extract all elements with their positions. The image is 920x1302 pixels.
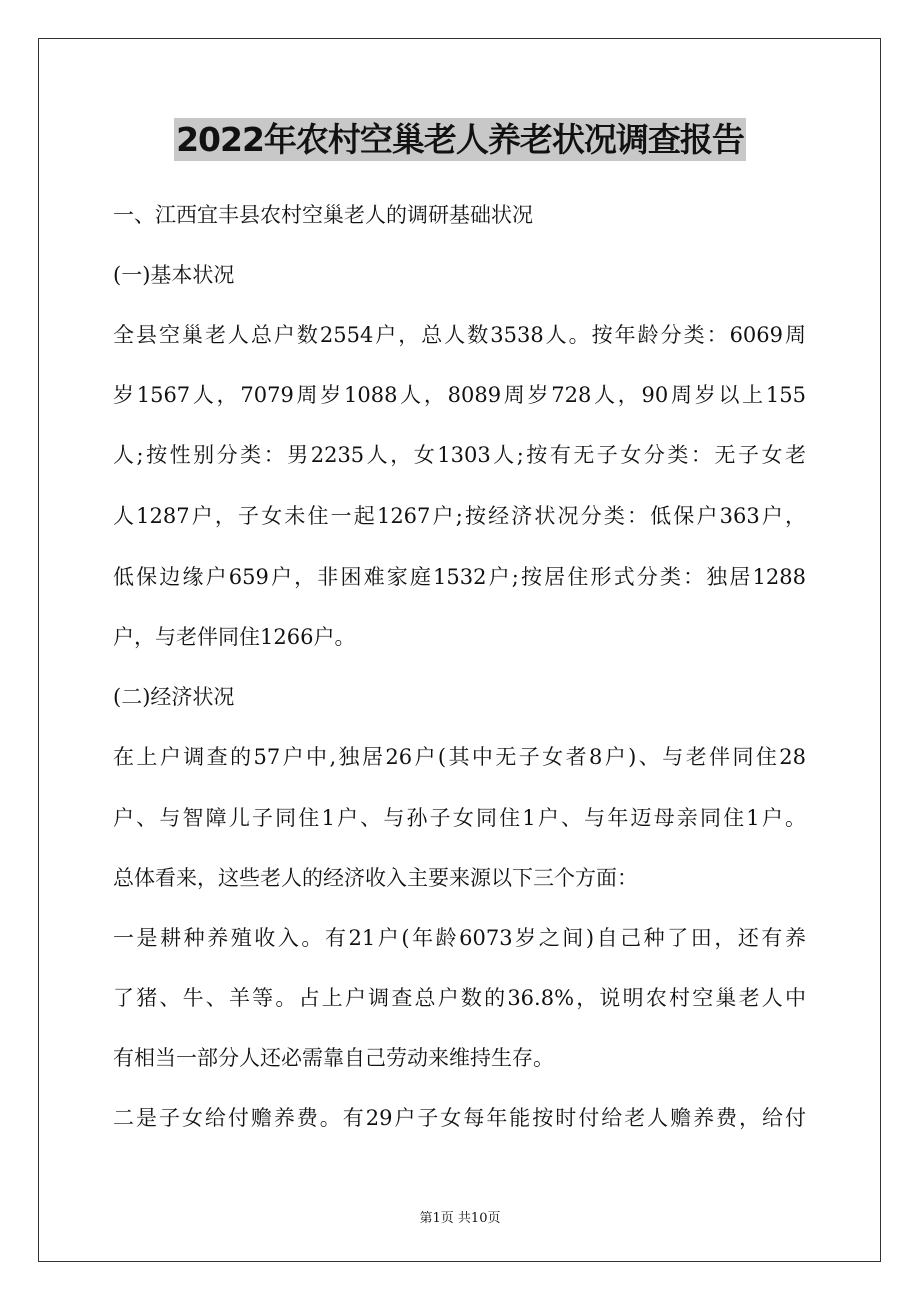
paragraph-line: 总体看来，这些老人的经济收入主要来源以下三个方面： <box>113 866 638 890</box>
subsection-heading: (一)基本状况 <box>113 263 235 287</box>
paragraph-line: 户，与老伴同住1266户。 <box>113 625 356 649</box>
paragraph-line: 全县空巢老人总户数2554户，总人数3538人。按年龄分类：6069周 <box>113 323 806 347</box>
page-footer: 第1页 共10页 <box>419 1211 501 1226</box>
paragraph-line: 了猪、牛、羊等。占上户调查总户数的36.8%，说明农村空巢老人中 <box>113 986 806 1010</box>
section-heading: 一、江西宜丰县农村空巢老人的调研基础状况 <box>113 203 533 227</box>
paragraph-line: 在上户调查的57户中,独居26户(其中无子女者8户)、与老伴同住28 <box>113 745 806 769</box>
paragraph-line: 人1287户，子女未住一起1267户;按经济状况分类：低保户363户， <box>113 504 806 528</box>
paragraph-line: 二是子女给付赡养费。有29户子女每年能按时付给老人赡养费，给付 <box>113 1106 806 1130</box>
paragraph-line: 低保边缘户659户，非困难家庭1532户;按居住形式分类：独居1288 <box>113 565 806 589</box>
paragraph-line: 人;按性别分类：男2235人，女1303人;按有无子女分类：无子女老 <box>113 443 806 467</box>
paragraph-line: 一是耕种养殖收入。有21户(年龄6073岁之间)自己种了田，还有养 <box>113 926 806 950</box>
document-title <box>0 114 920 161</box>
paragraph-line: 有相当一部分人还必需靠自己劳动来维持生存。 <box>113 1046 554 1070</box>
title-text: 2022年农村空巢老人养老状况调查报告 <box>176 120 744 159</box>
paragraph-line: 岁1567人，7079周岁1088人，8089周岁728人，90周岁以上155 <box>113 383 806 407</box>
paragraph-line: 户、与智障儿子同住1户、与孙子女同住1户、与年迈母亲同住1户。 <box>113 806 806 830</box>
subsection-heading: (二)经济状况 <box>113 685 235 709</box>
